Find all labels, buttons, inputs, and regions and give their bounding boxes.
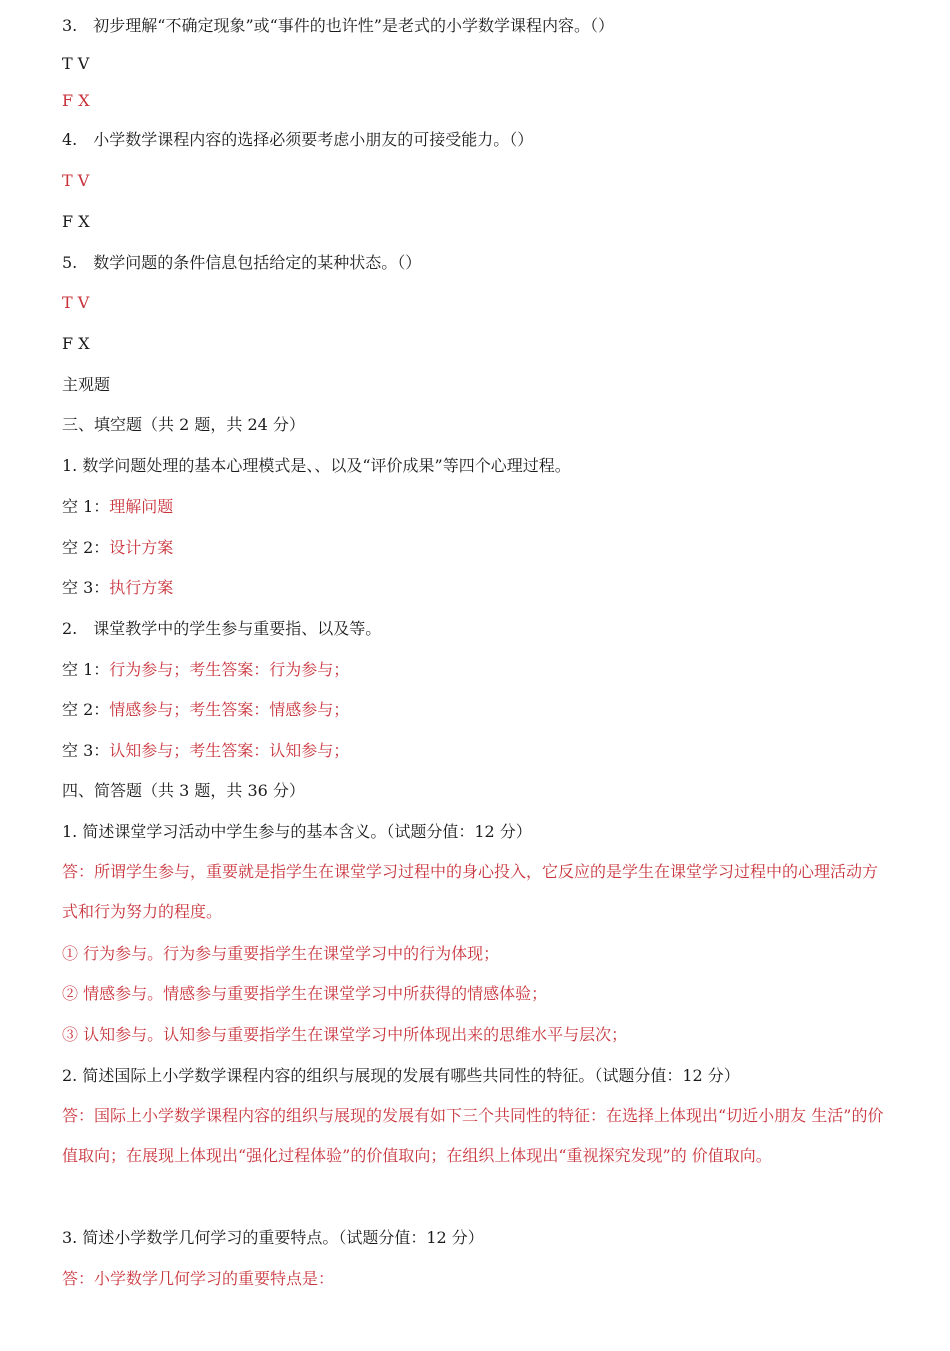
option-true: T V bbox=[62, 171, 90, 190]
question-text: 3. 初步理解“不确定现象”或“事件的也许性”是老式的小学数学课程内容。（） bbox=[62, 16, 614, 35]
question-text: 1. 简述课堂学习活动中学生参与的基本含义。（试题分值：12 分） bbox=[62, 822, 532, 841]
blank-answer: 空 3：认知参与；考生答案：认知参与； bbox=[62, 741, 350, 760]
section-heading: 四、简答题（共 3 题，共 36 分） bbox=[62, 781, 305, 800]
blank-answer: 空 1：理解问题 bbox=[62, 497, 174, 516]
blank-answer: 空 2：情感参与；考生答案：情感参与； bbox=[62, 700, 350, 719]
question-text: 2. 简述国际上小学数学课程内容的组织与展现的发展有哪些共同性的特征。（试题分值：12 分） bbox=[62, 1066, 740, 1085]
option-true: T V bbox=[62, 54, 90, 73]
answer-point: ① 行为参与。行为参与重要指学生在课堂学习中的行为体现； bbox=[62, 944, 500, 963]
option-false: F X bbox=[62, 334, 90, 353]
question-text: 3. 简述小学数学几何学习的重要特点。（试题分值：12 分） bbox=[62, 1228, 484, 1247]
blank-answer: 空 3：执行方案 bbox=[62, 578, 174, 597]
answer-text: 答：国际上小学数学课程内容的组织与展现的发展有如下三个共同性的特征：在选择上体现出“切近小朋友 生活”的价值取向；在展现上体现出“强化过程体验”的价值取向；在组织上体现出“重视探究发现”的 价值取向。 bbox=[62, 1106, 884, 1165]
question-text: 2. 课堂教学中的学生参与重要指、以及等。 bbox=[62, 619, 382, 638]
question-text: 1. 数学问题处理的基本心理模式是、、以及“评价成果”等四个心理过程。 bbox=[62, 456, 571, 475]
question-text: 4. 小学数学课程内容的选择必须要考虑小朋友的可接受能力。（） bbox=[62, 130, 534, 149]
option-false: F X bbox=[62, 91, 90, 110]
section-heading: 三、填空题（共 2 题，共 24 分） bbox=[62, 415, 305, 434]
blank-answer: 空 1：行为参与；考生答案：行为参与； bbox=[62, 660, 350, 679]
answer-point: ③ 认知参与。认知参与重要指学生在课堂学习中所体现出来的思维水平与层次； bbox=[62, 1025, 628, 1044]
answer-text: 答：小学数学几何学习的重要特点是： bbox=[62, 1269, 335, 1288]
option-false: F X bbox=[62, 212, 90, 231]
answer-text: 答：所谓学生参与，重要就是指学生在课堂学习过程中的身心投入，它反应的是学生在课堂学习过程中的心理活动方式和行为努力的程度。 bbox=[62, 862, 879, 921]
option-true: T V bbox=[62, 293, 90, 312]
subjective-heading: 主观题 bbox=[62, 375, 111, 394]
blank-answer: 空 2：设计方案 bbox=[62, 538, 174, 557]
answer-point: ② 情感参与。情感参与重要指学生在课堂学习中所获得的情感体验； bbox=[62, 984, 548, 1003]
question-text: 5. 数学问题的条件信息包括给定的某种状态。（） bbox=[62, 253, 422, 272]
